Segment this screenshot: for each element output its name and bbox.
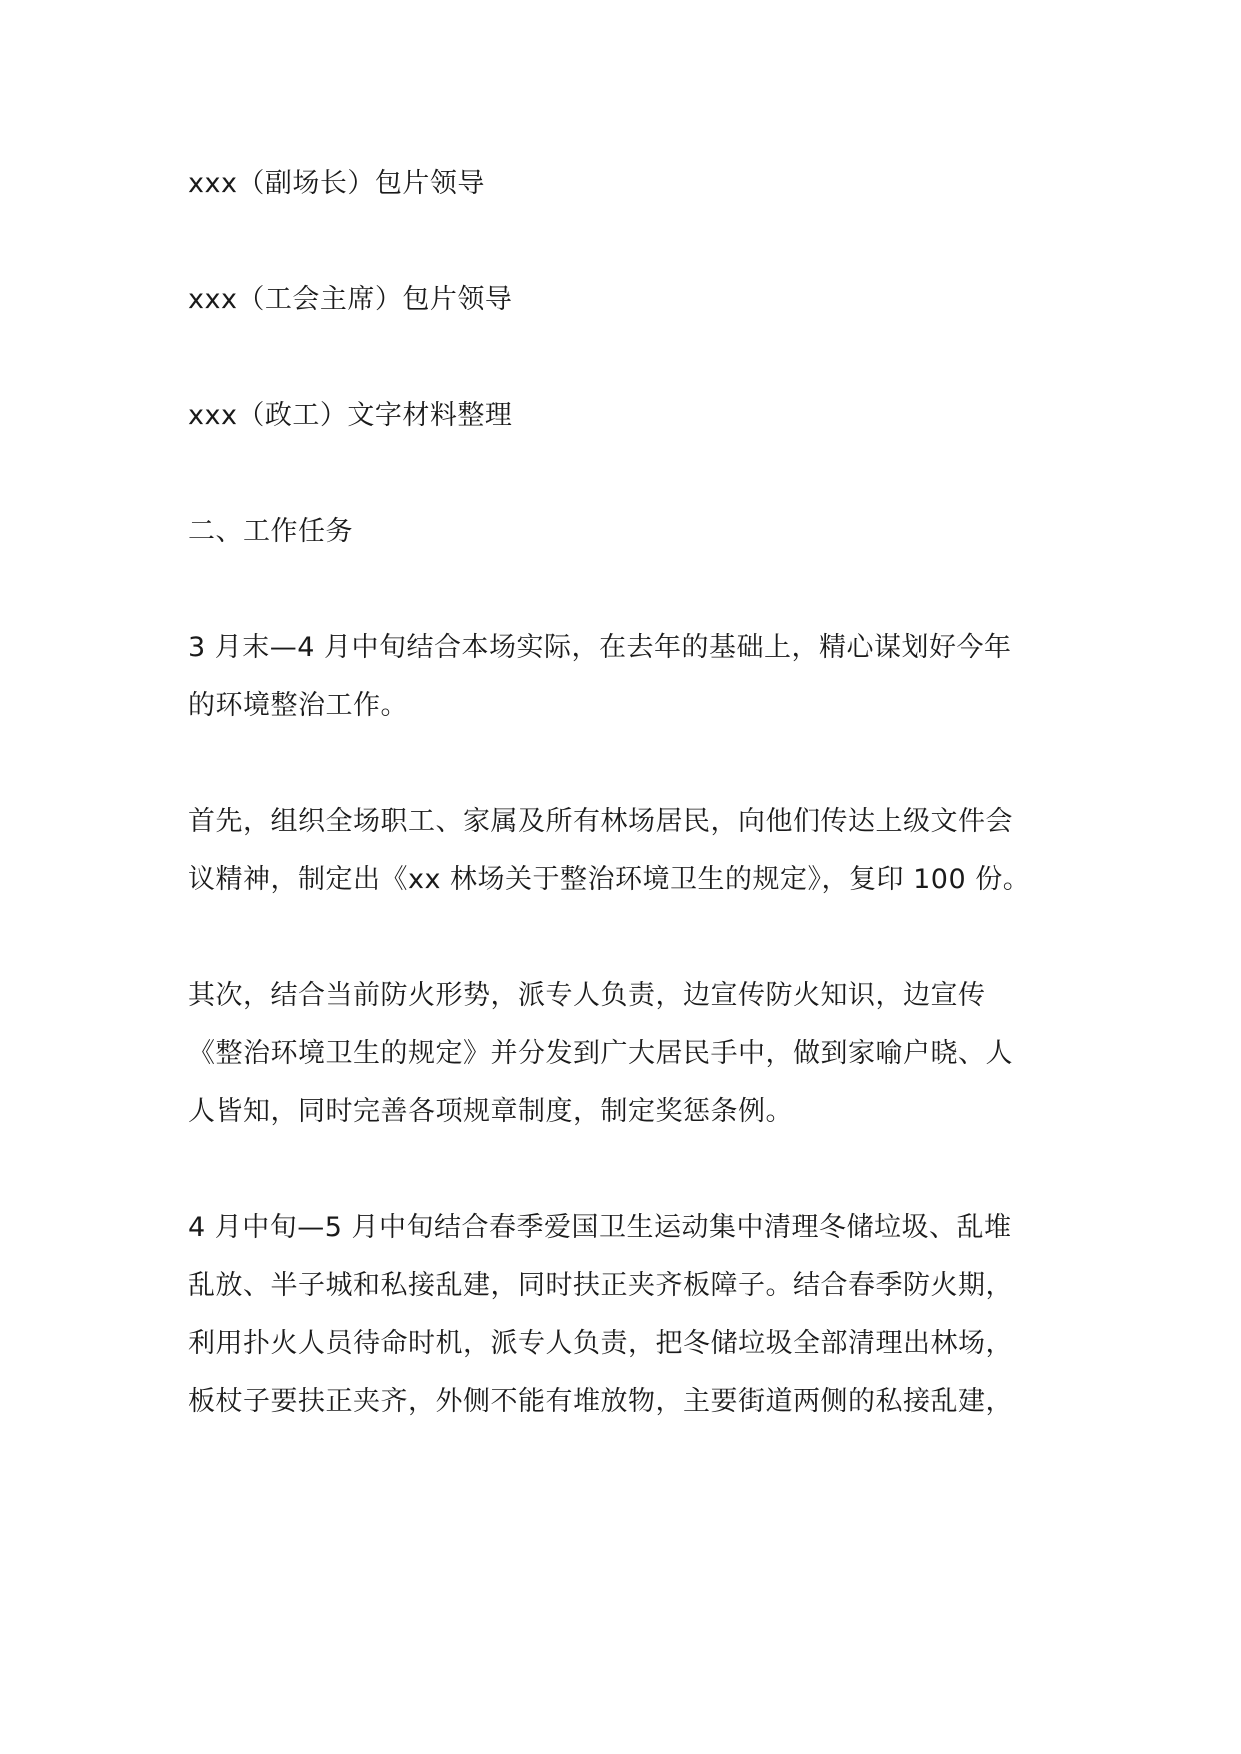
paragraph-4-line-2: 乱放、半子城和私接乱建，同时扶正夹齐板障子。结合春季防火期，: [188, 1270, 1013, 1301]
paragraph-4-line-3: 利用扑火人员待命时机，派专人负责，把冬储垃圾全部清理出林场，: [188, 1328, 1013, 1359]
leader-line-political-work: xxx（政工）文字材料整理: [188, 400, 513, 431]
paragraph-1-line-1: 3 月末—4 月中旬结合本场实际，在去年的基础上，精心谋划好今年: [188, 632, 1012, 663]
paragraph-1-line-2: 的环境整治工作。: [188, 690, 408, 721]
paragraph-3-line-3: 人皆知，同时完善各项规章制度，制定奖惩条例。: [188, 1096, 793, 1127]
leader-line-deputy-director: xxx（副场长）包片领导: [188, 168, 485, 199]
paragraph-4-line-4: 板杖子要扶正夹齐，外侧不能有堆放物，主要街道两侧的私接乱建，: [188, 1386, 1013, 1417]
paragraph-4-line-1: 4 月中旬—5 月中旬结合春季爱国卫生运动集中清理冬储垃圾、乱堆: [188, 1212, 1012, 1243]
paragraph-2-line-2: 议精神，制定出《xx 林场关于整治环境卫生的规定》，复印 100 份。: [188, 864, 1031, 895]
paragraph-2-line-1: 首先，组织全场职工、家属及所有林场居民，向他们传达上级文件会: [188, 806, 1013, 837]
leader-line-union-chairman: xxx（工会主席）包片领导: [188, 284, 513, 315]
paragraph-3-line-1: 其次，结合当前防火形势，派专人负责，边宣传防火知识，边宣传: [188, 980, 986, 1011]
section-heading: 二、工作任务: [188, 516, 353, 547]
paragraph-3-line-2: 《整治环境卫生的规定》并分发到广大居民手中，做到家喻户晓、人: [188, 1038, 1013, 1069]
